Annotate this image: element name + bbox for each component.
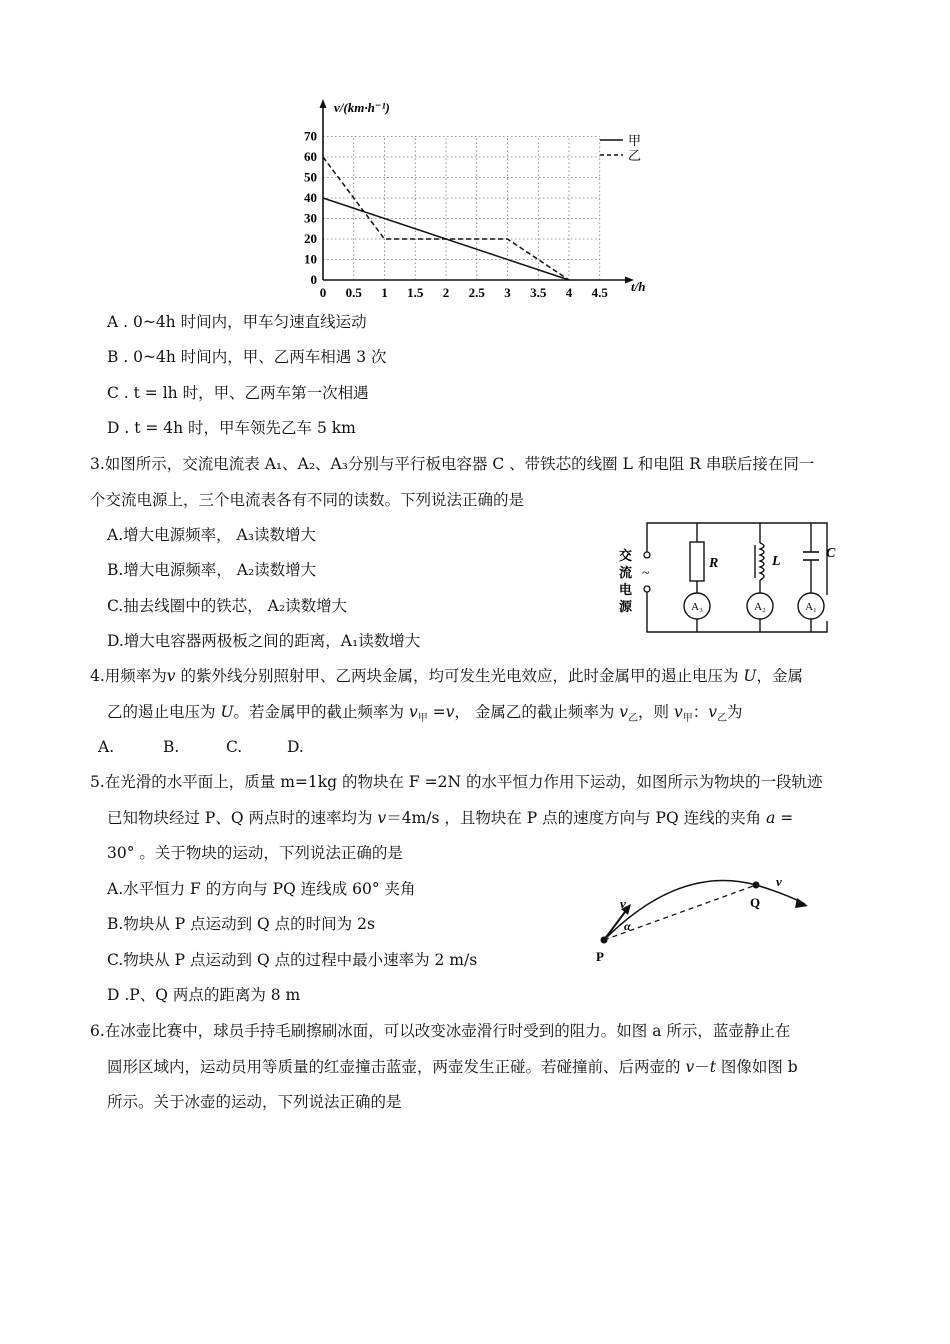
q5-option-c: C.物块从 P 点运动到 Q 点的过程中最小速率为 2 m/s xyxy=(107,951,478,969)
vt-chart xyxy=(290,95,660,305)
y-tick-label: 30 xyxy=(304,210,317,226)
q6-stem-line1: 6.在冰壶比赛中，球员手持毛刷擦刷冰面，可以改变冰壶滑行时受到的阻力。如图 a 所示，蓝壶静止在 xyxy=(90,1022,791,1040)
x-tick-label: 4 xyxy=(565,285,573,300)
legend-label-jia: 甲 xyxy=(628,133,642,148)
y-tick-label: 10 xyxy=(304,251,317,267)
q3-option-a: A.增大电源频率， A₃读数增大 xyxy=(107,526,316,544)
x-axis-label: t/h xyxy=(631,279,646,294)
svg-text:电: 电 xyxy=(619,582,633,597)
source-label xyxy=(619,548,633,614)
q5-stem-line2: 已知物块经过 P、Q 两点时的速率均为 v＝4m/s ，且物块在 P 点的速度方向与 PQ 连线的夹角 a = xyxy=(107,809,794,827)
q6-stem-line2: 圆形区域内，运动员用等质量的红壶撞击蓝壶，两壶发生正碰。若碰撞前、后两壶的 v－t 图像如图 b xyxy=(107,1058,798,1076)
trajectory-diagram xyxy=(590,870,820,970)
y-tick-label: 0 xyxy=(310,272,317,287)
label-v-p: v xyxy=(620,896,626,911)
resistor-label: R xyxy=(709,556,719,571)
q4-option-c: C. xyxy=(226,738,243,756)
svg-text:流: 流 xyxy=(619,565,633,580)
q3-option-b: B.增大电源频率， A₂读数增大 xyxy=(107,561,317,579)
q5-stem-line3: 30° 。关于物块的运动，下列说法正确的是 xyxy=(107,844,403,862)
chart-legend xyxy=(600,133,641,163)
label-v-q: v xyxy=(776,874,782,889)
y-tick-label: 20 xyxy=(304,231,317,246)
q5-option-b: B.物块从 P 点运动到 Q 点的时间为 2s xyxy=(107,915,375,933)
label-q: Q xyxy=(750,895,761,910)
inductor-label: L xyxy=(772,554,781,569)
x-tick-label: 3.5 xyxy=(530,285,547,300)
ammeter-a2-label: A₂ xyxy=(754,601,766,613)
q3-stem-line1: 3.如图所示，交流电流表 A₁、A₂、A₃分别与平行板电容器 C 、带铁芯的线圈 L 和电阻 R 串联后接在同一 xyxy=(90,455,815,473)
y-tick-label: 50 xyxy=(304,169,317,185)
q4-stem-line1: 4.用频率为v 的紫外线分别照射甲、乙两块金属，均可发生光电效应，此时金属甲的遏止电压为 U，金属 xyxy=(90,667,804,685)
y-axis-arrow xyxy=(320,99,327,108)
source-tilde: ~ xyxy=(642,566,650,581)
x-tick-label: 2 xyxy=(442,285,450,300)
x-tick-label: 0 xyxy=(319,285,327,300)
q4-option-a: A. xyxy=(98,738,115,756)
ammeter-a1-label: A₁ xyxy=(805,601,817,613)
y-tick-label: 70 xyxy=(304,128,317,144)
resistor-r xyxy=(690,542,704,581)
source-terminal-bottom xyxy=(644,586,650,592)
point-q xyxy=(753,882,760,889)
chart-grid xyxy=(323,137,600,281)
q2-option-b: B . 0~4h 时间内，甲、乙两车相遇 3 次 xyxy=(107,348,387,366)
ammeter-a3-label: A₃ xyxy=(691,601,703,613)
inductor-l xyxy=(755,543,764,580)
q2-option-a: A . 0~4h 时间内，甲车匀速直线运动 xyxy=(107,313,367,331)
capacitor-c xyxy=(803,552,819,560)
x-tick-label: 4.5 xyxy=(591,285,608,300)
q4-option-b: B. xyxy=(163,738,180,756)
x-tick-label: 3 xyxy=(504,285,511,300)
circuit-diagram xyxy=(612,515,852,640)
arrowhead-q xyxy=(795,898,808,908)
svg-text:源: 源 xyxy=(619,599,633,614)
q6-stem-line3: 所示。关于冰壶的运动，下列说法正确的是 xyxy=(107,1093,402,1111)
q3-option-c: C.抽去线圈中的铁芯， A₂读数增大 xyxy=(107,597,348,615)
q4-option-d: D. xyxy=(287,738,304,756)
x-tick-label: 1.5 xyxy=(407,285,424,300)
chart-ticks xyxy=(304,129,608,301)
svg-text:交: 交 xyxy=(619,548,633,563)
legend-label-yi: 乙 xyxy=(628,148,642,163)
y-tick-label: 60 xyxy=(304,149,317,164)
q2-option-d: D . t = 4h 时，甲车领先乙车 5 km xyxy=(107,419,356,437)
q5-stem-line1: 5.在光滑的水平面上，质量 m=1kg 的物块在 F =2N 的水平恒力作用下运动，如图所示为物块的一段轨迹 xyxy=(90,773,823,791)
q3-option-d: D.增大电容器两极板之间的距离，A₁读数增大 xyxy=(107,632,421,650)
q3-stem-line2: 个交流电源上，三个电流表各有不同的读数。下列说法正确的是 xyxy=(90,491,525,509)
y-tick-label: 40 xyxy=(304,190,317,205)
q5-option-d: D .P、Q 两点的距离为 8 m xyxy=(107,986,301,1004)
y-axis-label: v/(km·h⁻¹) xyxy=(334,100,390,115)
x-tick-label: 1 xyxy=(381,285,388,300)
x-tick-label: 0.5 xyxy=(345,285,362,300)
label-p: P xyxy=(596,949,604,964)
trajectory-curve xyxy=(604,880,805,940)
q4-stem-line2: 乙的遏止电压为 U。若金属甲的截止频率为 $v_甲 =v$， 金属乙的截止频率为 $v_乙$，则 $v_甲$：$v_乙$为 xyxy=(107,703,743,725)
label-alpha: α xyxy=(624,919,631,933)
source-terminal-top xyxy=(644,552,650,558)
q2-option-c: C . t = lh 时，甲、乙两车第一次相遇 xyxy=(107,384,369,402)
x-tick-label: 2.5 xyxy=(468,285,485,300)
capacitor-label: C xyxy=(826,546,836,561)
q5-option-a: A.水平恒力 F 的方向与 PQ 连线成 60° 夹角 xyxy=(107,880,416,898)
